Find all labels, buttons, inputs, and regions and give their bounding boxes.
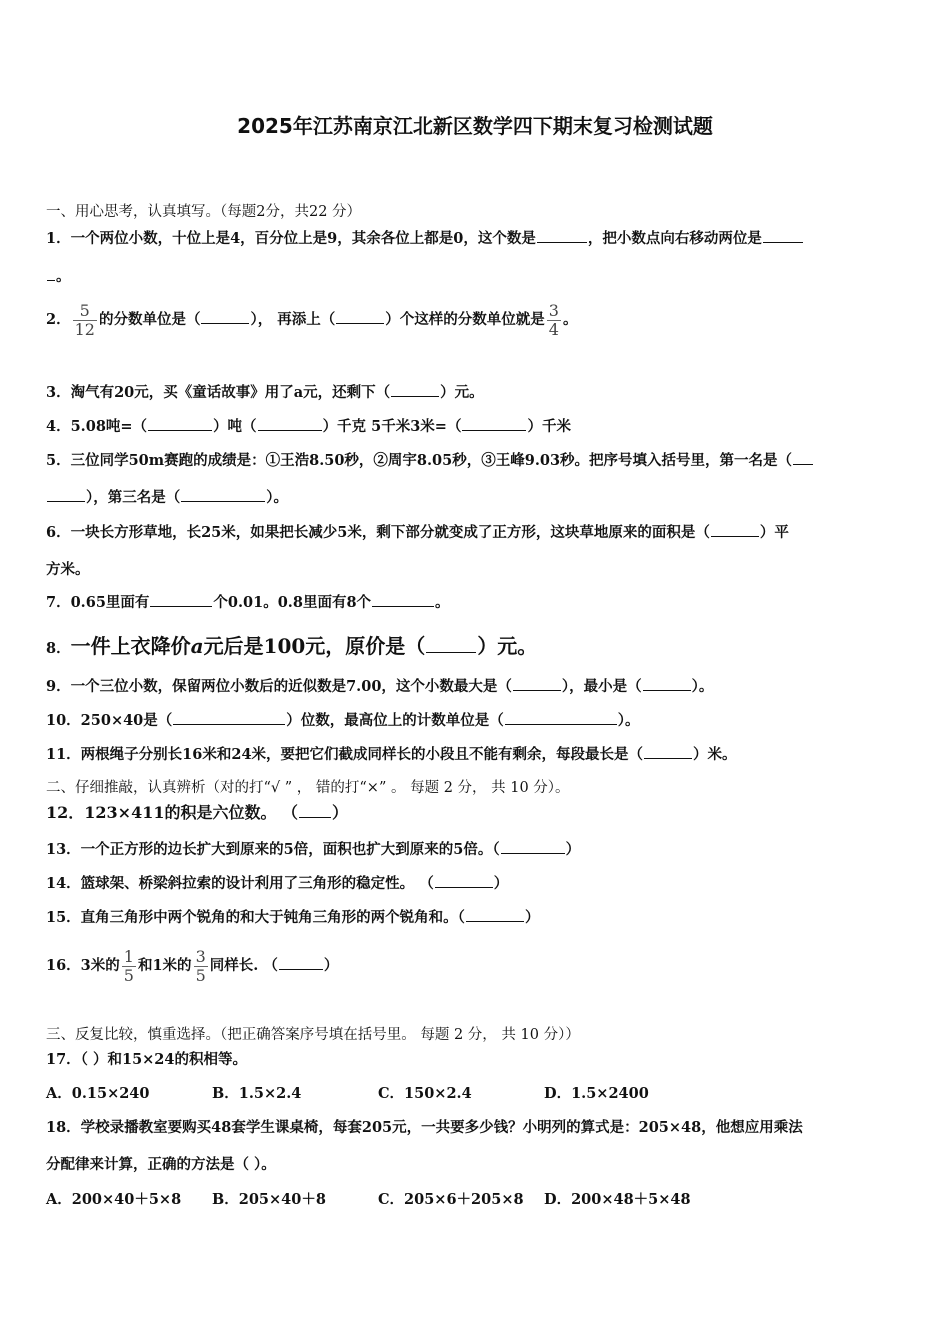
q16-text-b: 和1米的 <box>137 957 192 974</box>
q17-option-c[interactable]: C．150×2.4 <box>378 1085 472 1102</box>
q2-text-a: 的分数单位是（ <box>98 311 201 328</box>
q9-text-c: ）。 <box>691 678 714 695</box>
q9-text-b: ），最小是（ <box>561 678 642 695</box>
question-1-cont <box>46 266 71 287</box>
q3-blank[interactable] <box>391 382 439 397</box>
q5-text-c: ）。 <box>266 489 288 506</box>
q18-option-d[interactable]: D．200×48＋5×48 <box>544 1191 691 1208</box>
q16-frac1-numerator: 1 <box>123 946 134 966</box>
q4-blank-3[interactable] <box>462 416 526 431</box>
q2-frac1-denominator: 12 <box>74 319 95 339</box>
q16-text-c: 同样长. （ <box>209 957 278 974</box>
question-10 <box>46 710 640 731</box>
q9-blank-1[interactable] <box>513 676 561 691</box>
q8-text-c: ）元。 <box>477 634 538 658</box>
q6-text-a: 6．一块长方形草地，长25米，如果把长减少5米，剩下部分就变成了正方形，这块草地原来的面积是（ <box>46 524 710 541</box>
question-18-cont <box>46 1155 276 1175</box>
q6-text-b: ）平 <box>759 524 789 541</box>
section-3-header: 三、反复比较，慎重选择。（把正确答案序号填在括号里。 每题 2 分， 共 10 分）） <box>46 1027 580 1043</box>
q18-option-c[interactable]: C．205×6＋205×8 <box>378 1191 524 1208</box>
q16-frac2-numerator: 3 <box>195 946 206 966</box>
question-14 <box>46 873 508 894</box>
q7-blank-2[interactable] <box>372 592 434 607</box>
q15-text-b: ） <box>524 909 540 926</box>
q16-frac1-denominator: 5 <box>123 965 134 985</box>
q13-text-b: ） <box>565 841 581 858</box>
q2-blank-1[interactable] <box>201 309 249 324</box>
question-5 <box>46 450 814 471</box>
q8-text-b: 元后是100元，原价是（ <box>203 634 426 658</box>
q7-text-a: 7．0.65里面有 <box>46 594 150 611</box>
q18-option-b[interactable]: B．205×40＋8 <box>212 1191 326 1208</box>
q2-number: 2． <box>46 311 71 328</box>
q7-blank-1[interactable] <box>150 592 212 607</box>
q16-fraction-2 <box>194 948 208 985</box>
q2-frac2-numerator: 3 <box>548 300 559 320</box>
question-5-cont <box>46 487 288 508</box>
q4-blank-2[interactable] <box>258 416 322 431</box>
q6-blank[interactable] <box>711 522 759 537</box>
q5-blank-2[interactable] <box>181 487 265 502</box>
q4-text-a: 4．5.08吨=（ <box>46 418 148 435</box>
q2-fraction-2 <box>547 302 561 339</box>
q17-option-a[interactable]: A．0.15×240 <box>46 1085 150 1102</box>
question-6 <box>46 522 789 543</box>
q10-blank-1[interactable] <box>173 710 285 725</box>
q2-blank-2[interactable] <box>336 309 384 324</box>
q11-text-a: 11．两根绳子分别长16米和24米，要把它们截成同样长的小段且不能有剩余，每段最长是（ <box>46 746 644 763</box>
q4-text-b: ）吨（ <box>213 418 257 435</box>
q16-text-d: ） <box>323 957 339 974</box>
q2-text-d: 。 <box>562 311 578 328</box>
q16-blank[interactable] <box>279 955 323 970</box>
question-17-options <box>46 1084 649 1104</box>
q4-text-c: ）千克 5千米3米=（ <box>322 418 462 435</box>
q1-text-c: 。 <box>56 268 71 285</box>
q7-text-c: 。 <box>435 594 450 611</box>
q3-text-a: 3．淘气有20元，买《童话故事》用了a元，还剩下（ <box>46 384 391 401</box>
q2-frac1-numerator: 5 <box>79 300 90 320</box>
q2-text-b: ）， 再添上（ <box>250 311 336 328</box>
question-17 <box>46 1050 247 1070</box>
q17-stem: 17．（ ）和15×24的积相等。 <box>46 1051 247 1068</box>
q16-text-a: 16．3米的 <box>46 957 120 974</box>
q2-fraction-1 <box>73 302 97 339</box>
q1-blank-2-cont[interactable] <box>47 266 55 281</box>
question-4 <box>46 416 571 437</box>
q16-fraction-1 <box>122 948 136 985</box>
q8-variable: a <box>190 634 204 658</box>
question-12 <box>46 803 348 823</box>
q8-blank[interactable] <box>426 638 476 653</box>
question-13 <box>46 839 580 860</box>
question-18-options <box>46 1190 691 1210</box>
section-1-header: 一、用心思考，认真填写。（每题2分，共22 分） <box>46 204 362 220</box>
q14-blank[interactable] <box>435 873 493 888</box>
q12-blank[interactable] <box>299 803 331 818</box>
q1-text-b: ，把小数点向右移动两位是 <box>587 230 762 247</box>
q10-text-c: ）。 <box>617 712 640 729</box>
question-8 <box>46 636 537 659</box>
q5-text-a: 5．三位同学50m赛跑的成绩是：①王浩8.50秒，②周宇8.05秒，③王峰9.03秒。把序号填入括号里，第一名是（ <box>46 452 793 469</box>
q9-blank-2[interactable] <box>643 676 691 691</box>
q12-text-b: ） <box>332 803 349 822</box>
q9-text-a: 9．一个三位小数，保留两位小数后的近似数是7.00，这个小数最大是（ <box>46 678 512 695</box>
q13-blank[interactable] <box>501 839 565 854</box>
q14-text-a: 14．篮球架、桥梁斜拉索的设计利用了三角形的稳定性。 （ <box>46 875 434 892</box>
q6-text-c: 方米。 <box>46 561 90 578</box>
question-7 <box>46 592 450 613</box>
section-2-header: 二、仔细推敲，认真辨析（对的打“√ ” ， 错的打“×” 。 每题 2 分， 共 10 分）。 <box>46 780 570 796</box>
question-3 <box>46 382 484 403</box>
question-15 <box>46 907 539 928</box>
q13-text-a: 13．一个正方形的边长扩大到原来的5倍，面积也扩大到原来的5倍。（ <box>46 841 500 858</box>
question-9 <box>46 676 713 697</box>
q10-text-a: 10．250×40是（ <box>46 712 173 729</box>
q15-text-a: 15．直角三角形中两个锐角的和大于钝角三角形的两个锐角和。（ <box>46 909 465 926</box>
q7-text-b: 个0.01。0.8里面有8个 <box>213 594 372 611</box>
q1-blank-2[interactable] <box>763 228 803 243</box>
q10-blank-2[interactable] <box>505 710 617 725</box>
q18-stem-1: 18．学校录播教室要购买48套学生课桌椅，每套205元，一共要多少钱？小明列的算式是：205×48，他想应用乘法 <box>46 1119 803 1136</box>
q10-text-b: ）位数，最高位上的计数单位是（ <box>286 712 504 729</box>
q11-blank[interactable] <box>644 744 692 759</box>
question-18 <box>46 1118 803 1138</box>
question-11 <box>46 744 737 765</box>
q4-blank-1[interactable] <box>148 416 212 431</box>
q8-number: 8． <box>46 640 71 657</box>
q8-text-a: 一件上衣降价 <box>70 634 191 658</box>
q17-option-d[interactable]: D．1.5×2400 <box>544 1085 649 1102</box>
q2-frac2-denominator: 4 <box>548 319 559 339</box>
q4-text-d: ）千米 <box>527 418 571 435</box>
q18-stem-2: 分配律来计算，正确的方法是（ ）。 <box>46 1156 276 1173</box>
q5-blank-1[interactable] <box>793 450 813 465</box>
page-title: 2025年江苏南京江北新区数学四下期末复习检测试题 <box>237 114 713 138</box>
q16-frac2-denominator: 5 <box>195 965 206 985</box>
q18-option-a[interactable]: A．200×40＋5×8 <box>46 1191 182 1208</box>
q1-text-a: 1．一个两位小数，十位上是4，百分位上是9，其余各位上都是0，这个数是 <box>46 230 536 247</box>
q11-text-b: ）米。 <box>693 746 737 763</box>
q12-text-a: 12．123×411的积是六位数。 （ <box>46 803 299 822</box>
question-2 <box>46 300 577 340</box>
q1-blank-1[interactable] <box>537 228 587 243</box>
q17-option-b[interactable]: B．1.5×2.4 <box>212 1085 302 1102</box>
q2-text-c: ）个这样的分数单位就是 <box>385 311 545 328</box>
q5-text-b: ），第三名是（ <box>86 489 181 506</box>
question-6-cont <box>46 560 90 580</box>
q5-blank-1-cont[interactable] <box>47 487 85 502</box>
q14-text-b: ） <box>493 875 509 892</box>
q15-blank[interactable] <box>466 907 524 922</box>
question-16 <box>46 946 338 986</box>
question-1 <box>46 228 804 249</box>
q3-text-b: ）元。 <box>440 384 484 401</box>
